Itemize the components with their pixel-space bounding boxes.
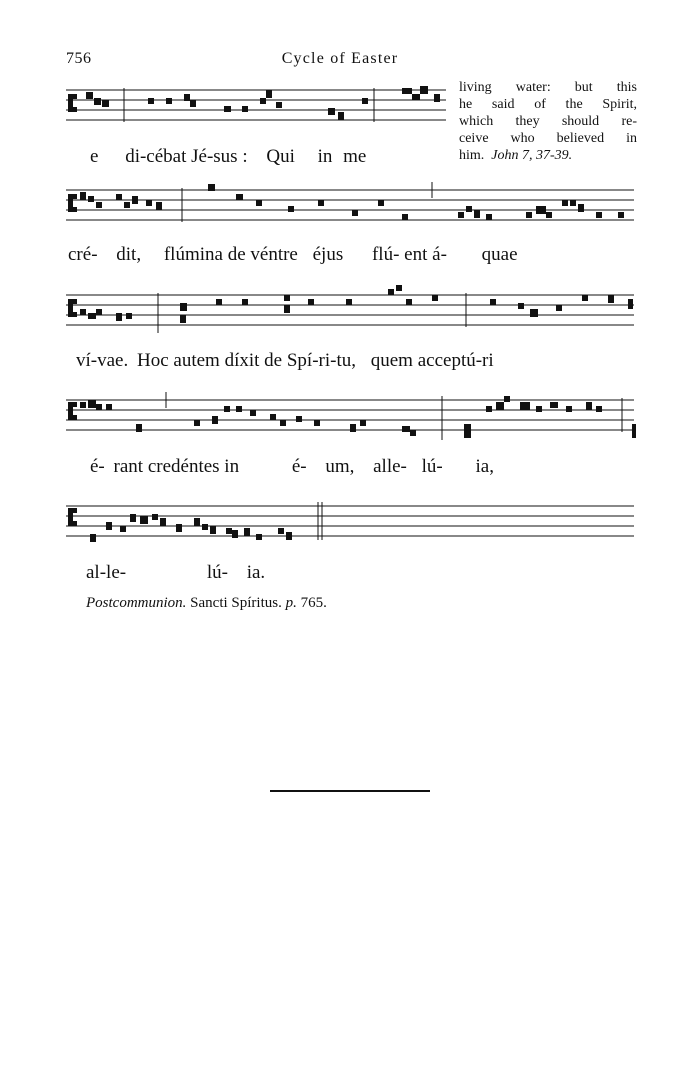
translation-line: ceive who believed in <box>459 131 637 146</box>
syllable: di-cébat <box>125 146 187 167</box>
chant-staff-5 <box>66 496 636 552</box>
postcommunion-text: Sancti Spíritus. <box>190 595 282 611</box>
staff-lines <box>66 496 636 552</box>
chant-staff-2 <box>66 182 636 234</box>
chant-staff-1 <box>66 84 450 136</box>
syllable: Qui <box>266 146 295 167</box>
syllable: acceptú-ri <box>417 350 494 371</box>
syllable: Spí-ri-tu, <box>286 350 356 371</box>
syllable: de <box>264 350 283 371</box>
syllable: credéntes <box>147 456 220 477</box>
syllable: cré- <box>68 244 98 265</box>
chant-staff-3 <box>66 285 636 337</box>
syllable: e <box>90 146 99 167</box>
syllable: dit, <box>116 244 142 265</box>
syllable: in <box>224 456 240 477</box>
syllable: flú- <box>371 244 400 265</box>
lyric-line-3 <box>76 350 494 372</box>
syllable: lú- <box>206 562 228 583</box>
lyric-line-1 <box>90 146 366 168</box>
syllable: é- <box>291 456 307 477</box>
syllable: díxit <box>224 350 260 371</box>
syllable: ví-vae. <box>76 350 129 371</box>
translation-note <box>459 79 637 164</box>
section-divider <box>270 790 430 792</box>
postcommunion-label: Postcommunion. <box>86 595 187 611</box>
translation-line: living water: but this <box>459 80 637 95</box>
syllable: um, <box>325 456 355 477</box>
syllable: rant <box>113 456 144 477</box>
syllable: me <box>343 146 367 167</box>
syllable: lú- <box>421 456 443 477</box>
translation-line: he said of the Spirit, <box>459 97 637 112</box>
syllable: ent <box>404 244 428 265</box>
syllable: Hoc <box>136 350 169 371</box>
syllable: quae <box>481 244 518 265</box>
running-title: Cycle of Easter <box>281 50 399 67</box>
syllable: in <box>317 146 333 167</box>
chant-staff-4 <box>66 392 636 444</box>
translation-line-last <box>459 147 637 164</box>
staff-lines <box>66 392 636 444</box>
syllable: de <box>227 244 246 265</box>
page-number: 756 <box>66 50 92 67</box>
syllable: ia, <box>475 456 494 477</box>
syllable: al-le- <box>86 562 127 583</box>
syllable: véntre <box>250 244 298 265</box>
syllable: é- <box>90 456 105 477</box>
syllable: Jé-sus : <box>191 146 248 167</box>
scripture-reference: John 7, 37-39. <box>491 148 573 163</box>
syllable: autem <box>173 350 220 371</box>
staff-lines <box>66 84 450 136</box>
page-ref-prefix: p. <box>285 595 297 611</box>
syllable: flúmina <box>163 244 223 265</box>
syllable: ia. <box>246 562 266 583</box>
translation-line: him. <box>459 148 485 163</box>
lyric-line-4 <box>90 456 494 478</box>
postcommunion-note <box>86 595 327 612</box>
syllable: quem <box>370 350 413 371</box>
lyric-line-5 <box>86 562 265 584</box>
syllable: alle- <box>373 456 407 477</box>
translation-line: which they should re- <box>459 114 637 129</box>
page-ref: 765. <box>300 595 327 611</box>
lyric-line-2 <box>68 244 518 266</box>
syllable: á- <box>432 244 447 265</box>
syllable: éjus <box>312 244 344 265</box>
staff-lines <box>66 285 636 337</box>
staff-lines <box>66 182 636 234</box>
